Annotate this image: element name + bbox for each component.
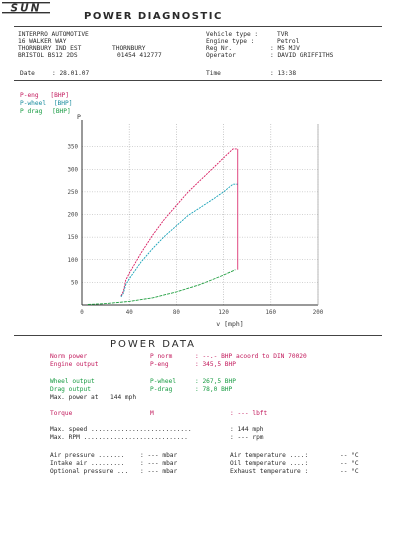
drag-output-key: P-drag bbox=[150, 386, 173, 393]
max-speed-label: Max. speed ........................... bbox=[50, 426, 192, 433]
series-line-p-eng bbox=[121, 149, 238, 296]
date-divider bbox=[14, 80, 382, 81]
x-tick-label: 200 bbox=[312, 310, 324, 316]
time-label: Time bbox=[206, 70, 221, 77]
customer-line-3: THORNBURY IND EST bbox=[18, 45, 82, 52]
max-power-value: 144 mph bbox=[110, 394, 137, 401]
intake-air-value: : --- mbar bbox=[140, 460, 178, 467]
y-axis-label: P bbox=[77, 113, 81, 121]
y-tick-label: 300 bbox=[67, 167, 78, 174]
x-tick-label: 80 bbox=[172, 310, 180, 316]
engine-type-label: Engine type : bbox=[206, 38, 255, 45]
logo-text: SUN bbox=[10, 2, 42, 15]
x-tick-label: 120 bbox=[218, 310, 229, 316]
drag-output-label: Drag output bbox=[50, 386, 91, 393]
header-divider bbox=[14, 26, 382, 27]
operator-value: : DAVID GRIFFITHS bbox=[270, 52, 334, 59]
customer-line-1: INTERPRO AUTOMOTIVE bbox=[18, 31, 89, 38]
norm-power-label: Norm power bbox=[50, 353, 88, 360]
exhaust-temp-label: Exhaust temperature : bbox=[230, 468, 309, 475]
y-tick-label: 250 bbox=[67, 189, 78, 196]
engine-type-value: Petrol bbox=[277, 38, 300, 45]
legend-p-eng-label: P-eng bbox=[20, 92, 39, 99]
power-data-title: POWER DATA bbox=[110, 339, 196, 350]
oil-temp-value: -- °C bbox=[340, 460, 359, 467]
wheel-output-label: Wheel output bbox=[50, 378, 95, 385]
norm-power-value: : --.- BHP acoord to DIN 70020 bbox=[195, 353, 307, 360]
legend-p-wheel-label: P-wheel bbox=[20, 100, 47, 107]
engine-output-value: : 345,5 BHP bbox=[195, 361, 236, 368]
power-data-divider bbox=[14, 335, 382, 336]
engine-output-label: Engine output bbox=[50, 361, 99, 368]
air-pressure-label: Air pressure ....... bbox=[50, 452, 125, 459]
intake-air-label: Intake air ......... bbox=[50, 460, 125, 467]
customer-line-2: 16 WALKER WAY bbox=[18, 38, 67, 45]
max-rpm-value: : --- rpm bbox=[230, 434, 264, 441]
y-tick-label: 50 bbox=[71, 280, 78, 287]
optional-pressure-value: : --- mbar bbox=[140, 468, 178, 475]
power-chart bbox=[0, 90, 400, 340]
legend-p-drag-label: P drag bbox=[20, 108, 43, 115]
torque-label: Torque bbox=[50, 410, 73, 417]
customer-phone: 01454 412777 bbox=[117, 52, 162, 59]
x-tick-label: 40 bbox=[125, 310, 133, 316]
y-tick-label: 350 bbox=[67, 144, 78, 151]
series-line-p-wheel bbox=[121, 184, 238, 297]
optional-pressure-label: Optional pressure ... bbox=[50, 468, 129, 475]
air-pressure-value: : --- mbar bbox=[140, 452, 178, 459]
reg-value: : M5 MJV bbox=[270, 45, 300, 52]
norm-power-key: P norm bbox=[150, 353, 173, 360]
customer-town: THORNBURY bbox=[112, 45, 146, 52]
max-speed-value: : 144 mph bbox=[230, 426, 264, 433]
max-power-label: Max. power at bbox=[50, 394, 99, 401]
sun-logo bbox=[0, 0, 52, 15]
torque-value: : --- lbft bbox=[230, 410, 268, 417]
operator-label: Operator bbox=[206, 52, 236, 59]
x-axis-label: v [mph] bbox=[216, 320, 244, 328]
report-title: POWER DIAGNOSTIC bbox=[84, 11, 223, 22]
air-temp-value: -- °C bbox=[340, 452, 359, 459]
date-value: : 28.01.07 bbox=[52, 70, 90, 77]
series-line-p-drag bbox=[88, 270, 236, 305]
y-tick-label: 200 bbox=[67, 212, 78, 219]
wheel-output-key: P-wheel bbox=[150, 378, 177, 385]
reg-label: Reg Nr. bbox=[206, 45, 233, 52]
vehicle-type-value: TVR bbox=[277, 31, 289, 38]
y-tick-label: 150 bbox=[67, 235, 78, 242]
air-temp-label: Air temperature ....: bbox=[230, 452, 309, 459]
legend-p-eng-unit: [BHP] bbox=[50, 92, 70, 99]
customer-line-4: BRISTOL BS12 2DS bbox=[18, 52, 78, 59]
drag-output-value: : 78,0 BHP bbox=[195, 386, 233, 393]
legend-p-wheel-unit: [BHP] bbox=[53, 100, 73, 107]
oil-temp-label: Oil temperature ....: bbox=[230, 460, 309, 467]
time-value: : 13:38 bbox=[270, 70, 297, 77]
x-tick-label: 0 bbox=[80, 310, 84, 316]
x-tick-label: 160 bbox=[265, 310, 277, 316]
y-tick-label: 100 bbox=[67, 257, 78, 264]
wheel-output-value: : 267,5 BHP bbox=[195, 378, 236, 385]
vehicle-type-label: Vehicle type : bbox=[206, 31, 259, 38]
torque-key: M bbox=[150, 410, 154, 417]
date-label: Date bbox=[20, 70, 35, 77]
engine-output-key: P-eng bbox=[150, 361, 169, 368]
exhaust-temp-value: -- °C bbox=[340, 468, 359, 475]
legend-p-drag-unit: [BHP] bbox=[52, 108, 71, 115]
max-rpm-label: Max. RPM ............................ bbox=[50, 434, 188, 441]
